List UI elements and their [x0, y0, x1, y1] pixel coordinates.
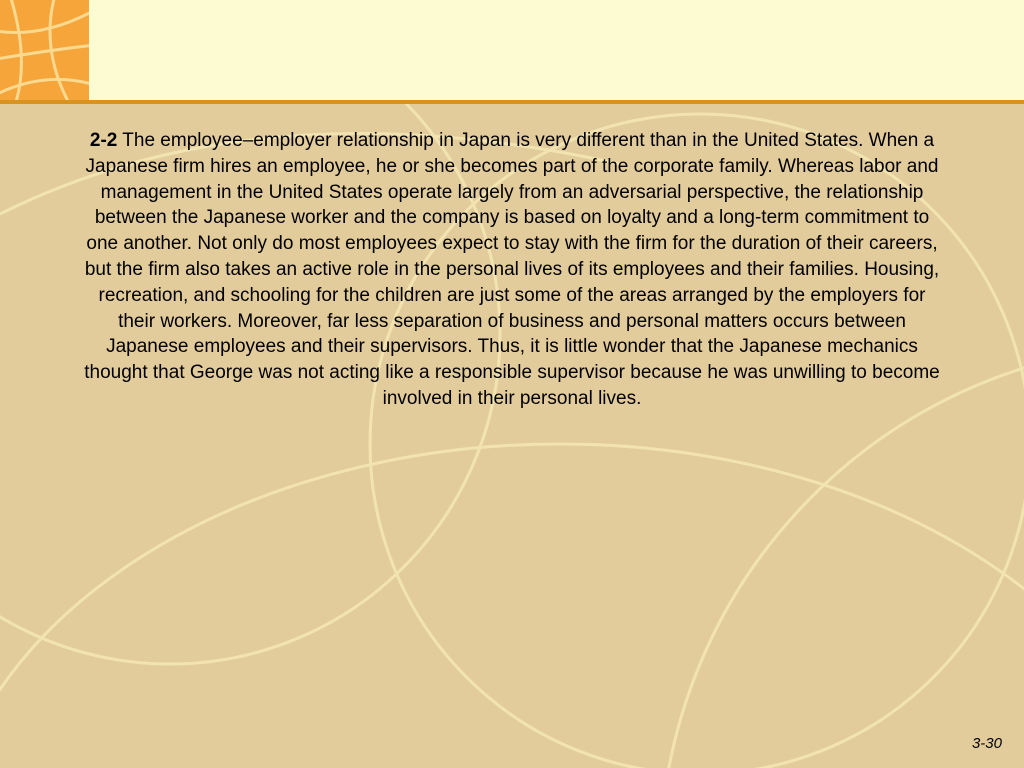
corner-logo: [0, 0, 89, 100]
slide-number: 3-30: [971, 735, 1002, 752]
slide-lead-label: 2-2: [89, 130, 118, 151]
header-band: [0, 0, 1024, 100]
corner-logo-arcs: [0, 0, 89, 100]
slide-paragraph: The employee–employer relationship in Japan is very different than in the United States. When a Japanese firm hires an employee, he or she becomes part of the corporate family. Whereas labor and management in the United States operate largely from an adversarial perspective, the relationship between the Japanese worker and the company is based on loyalty and a long-term commitment to one another. Not only do most employees expect to stay with the firm for the duration of their careers, but the firm also takes an active role in the personal lives of its employees and their families. Housing, recreation, and schooling for the children are just some of the areas arranged by the employers for their workers. Moreover, far less separation of business and personal matters occurs between Japanese employees and their supervisors. Thus, it is little wonder that the Japanese mechanics thought that George was not acting like a responsible supervisor because he was unwilling to become involved in their personal lives.: [84, 130, 940, 409]
slide-body-text: [80, 128, 944, 412]
